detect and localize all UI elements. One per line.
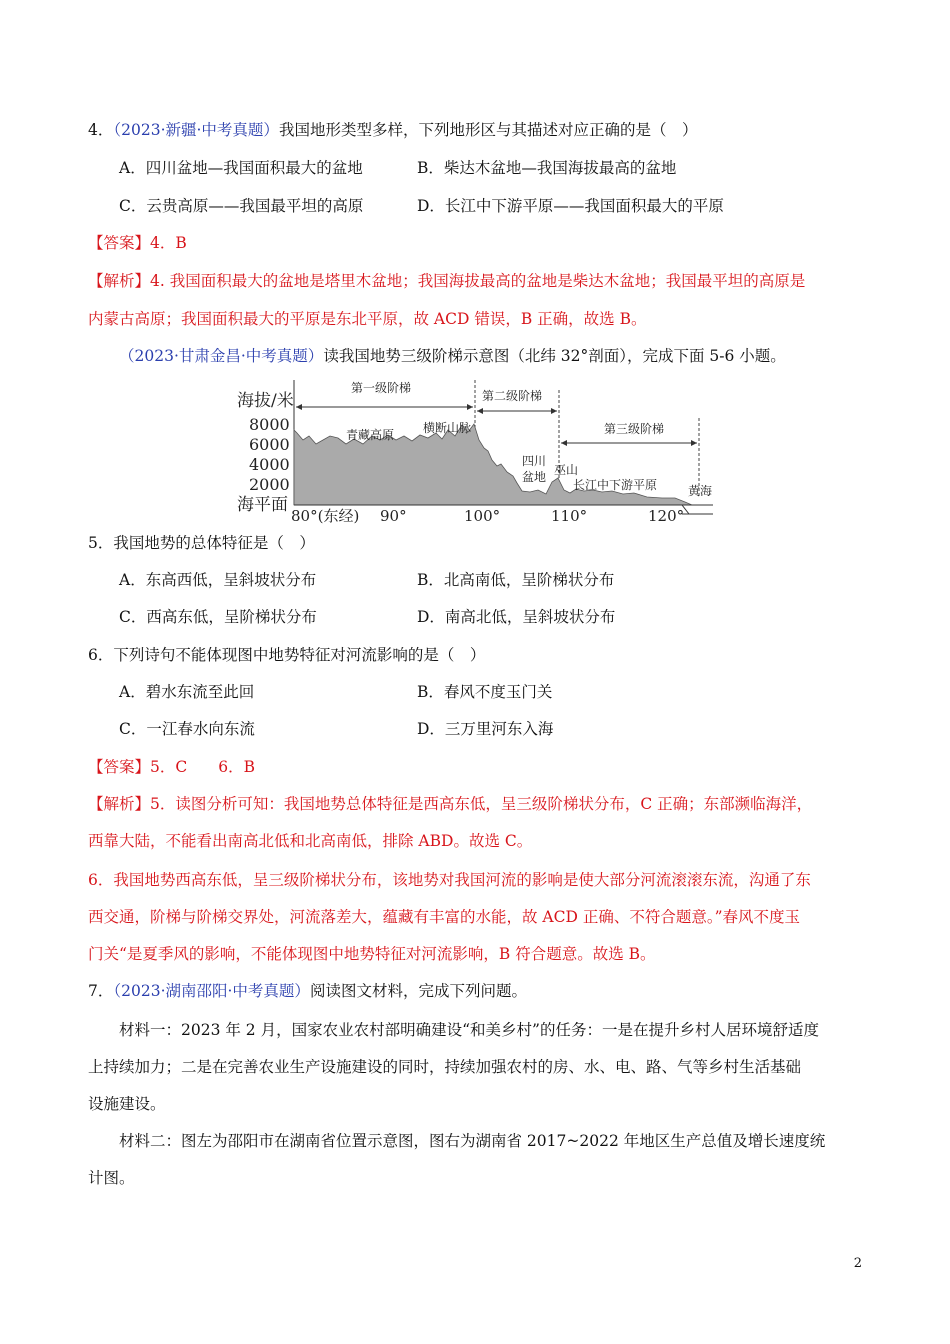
q7-number: 7．	[88, 982, 114, 1000]
q4-source: （2023·新疆·中考真题）	[113, 121, 279, 139]
y-tick-6000: 6000	[249, 435, 290, 454]
q5-stem: 5．我国地势的总体特征是（ ）	[88, 534, 315, 552]
q5-option-c: C．西高东低，呈阶梯状分布	[119, 608, 317, 626]
arrow-step2-head-right	[551, 408, 557, 414]
x-tick-100: 100°	[464, 507, 501, 525]
q7-material1-line2: 上持续加力；二是在完善农业生产设施建设的同时，持续加强农村的房、水、电、路、气等乡村生活基础	[88, 1058, 802, 1076]
terrain-profile-figure	[237, 378, 717, 526]
q4-number: 4．	[88, 121, 114, 139]
q6-option-a: A．碧水东流至此回	[119, 683, 255, 701]
arrow-step3-head-left	[561, 440, 567, 446]
q6-option-b: B．春风不度玉门关	[417, 683, 553, 701]
arrow-step2-head-left	[477, 408, 483, 414]
q5-option-d: D．南高北低，呈斜坡状分布	[417, 608, 616, 626]
ans56-analysis-text1: 5．读图分析可知：我国地势总体特征是西高东低，呈三级阶梯状分布，C 正确；东部濒临海洋，	[150, 795, 813, 813]
group56-intro-text: 读我国地势三级阶梯示意图（北纬 32°剖面），完成下面 5-6 小题。	[323, 347, 786, 365]
q7-material2-line2: 计图。	[88, 1169, 135, 1187]
ans56-analysis-line2: 西靠大陆，不能看出南高北低和北高南低，排除 ABD。故选 C。	[88, 832, 533, 850]
y-tick-8000: 8000	[249, 415, 290, 434]
q7-material1-line3: 设施建设。	[88, 1095, 166, 1113]
ans56-analysis-line4: 西交通，阶梯与阶梯交界处，河流落差大，蕴藏有丰富的水能，故 ACD 正确、不符合题意。”春风不度玉	[88, 908, 801, 926]
q4-analysis-line2: 内蒙古高原；我国面积最大的平原是东北平原，故 ACD 错误，B 正确，故选 B。	[88, 310, 647, 328]
q4-answer: 【答案】4．B	[88, 234, 187, 252]
q5-option-a: A．东高西低，呈斜坡状分布	[119, 571, 317, 589]
ans56-analysis-line1	[88, 793, 812, 815]
q4-option-d: D．长江中下游平原——我国面积最大的平原	[417, 197, 724, 215]
group56-source: （2023·甘肃金昌·中考真题）	[119, 347, 324, 365]
label-hengduan-mountains: 横断山脉	[423, 421, 472, 435]
q6-option-d: D．三万里河东入海	[417, 720, 554, 738]
page-number: 2	[853, 1256, 862, 1271]
q6-option-c: C．一江春水向东流	[119, 720, 255, 738]
x-tick-120: 120°	[648, 507, 685, 525]
q7-source: （2023·湖南邵阳·中考真题）	[113, 982, 310, 1000]
q4-option-b: B．柴达木盆地—我国海拔最高的盆地	[417, 159, 677, 177]
ans56-answer: 【答案】5．C 6．B	[88, 758, 255, 776]
q6-stem: 6．下列诗句不能体现图中地势特征对河流影响的是（ ）	[88, 646, 486, 664]
q4-option-a: A．四川盆地—我国面积最大的盆地	[119, 159, 363, 177]
label-sichuan-line1: 四川	[522, 454, 547, 468]
arrow-step1-head-left	[296, 404, 302, 410]
ans56-analysis-label: 【解析】	[88, 795, 151, 813]
label-sichuan-line2: 盆地	[522, 470, 547, 484]
q4-stem: 我国地形类型多样，下列地形区与其描述对应正确的是（ ）	[278, 121, 698, 139]
q4-option-c: C．云贵高原——我国最平坦的高原	[119, 197, 364, 215]
group56-intro	[119, 345, 786, 367]
label-step2: 第二级阶梯	[482, 389, 543, 403]
y-title: 海拔/米	[237, 391, 294, 411]
label-yangtze-plain: 长江中下游平原	[573, 478, 658, 492]
x-tick-90: 90°	[380, 507, 407, 525]
arrow-step3-head-right	[691, 440, 697, 446]
sea-level-label: 海平面	[237, 495, 288, 515]
y-tick-4000: 4000	[249, 455, 290, 474]
q7-stem: 阅读图文材料，完成下列问题。	[309, 982, 527, 1000]
label-qinghai-plateau: 青藏高原	[346, 428, 395, 442]
q4-analysis-label: 【解析】	[88, 272, 151, 290]
ans56-analysis-line5: 门关“是夏季风的影响，不能体现图中地势特征对河流影响，B 符合题意。故选 B。	[88, 945, 656, 963]
q5-option-b: B．北高南低，呈阶梯状分布	[417, 571, 615, 589]
q4-analysis-text1: 4. 我国面积最大的盆地是塔里木盆地；我国海拔最高的盆地是柴达木盆地；我国最平坦的高原是	[150, 272, 806, 290]
label-wushan: 巫山	[554, 463, 579, 477]
x-tick-110: 110°	[551, 507, 588, 525]
q4-analysis-line1	[88, 270, 805, 292]
label-step1: 第一级阶梯	[351, 381, 412, 395]
label-yellow-sea: 黄海	[688, 484, 713, 498]
q7-material1-line1: 材料一：2023 年 2 月，国家农业农村部明确建设“和美乡村”的任务：一是在提升乡村人居环境舒适度	[119, 1021, 819, 1039]
q4-stem-line	[88, 119, 697, 141]
arrow-step1-head-right	[467, 404, 473, 410]
y-tick-2000: 2000	[249, 475, 290, 494]
label-step3: 第三级阶梯	[604, 422, 665, 436]
q7-material2-line1: 材料二：图左为邵阳市在湖南省位置示意图，图右为湖南省 2017~2022 年地区生产总值及增长速度统	[119, 1132, 826, 1150]
q7-stem-line	[88, 980, 527, 1002]
ans56-analysis-line3: 6．我国地势西高东低，呈三级阶梯状分布，该地势对我国河流的影响是使大部分河流滚滚东流，沟通了东	[88, 871, 811, 889]
x-tick-80: 80°(东经)	[291, 507, 360, 525]
